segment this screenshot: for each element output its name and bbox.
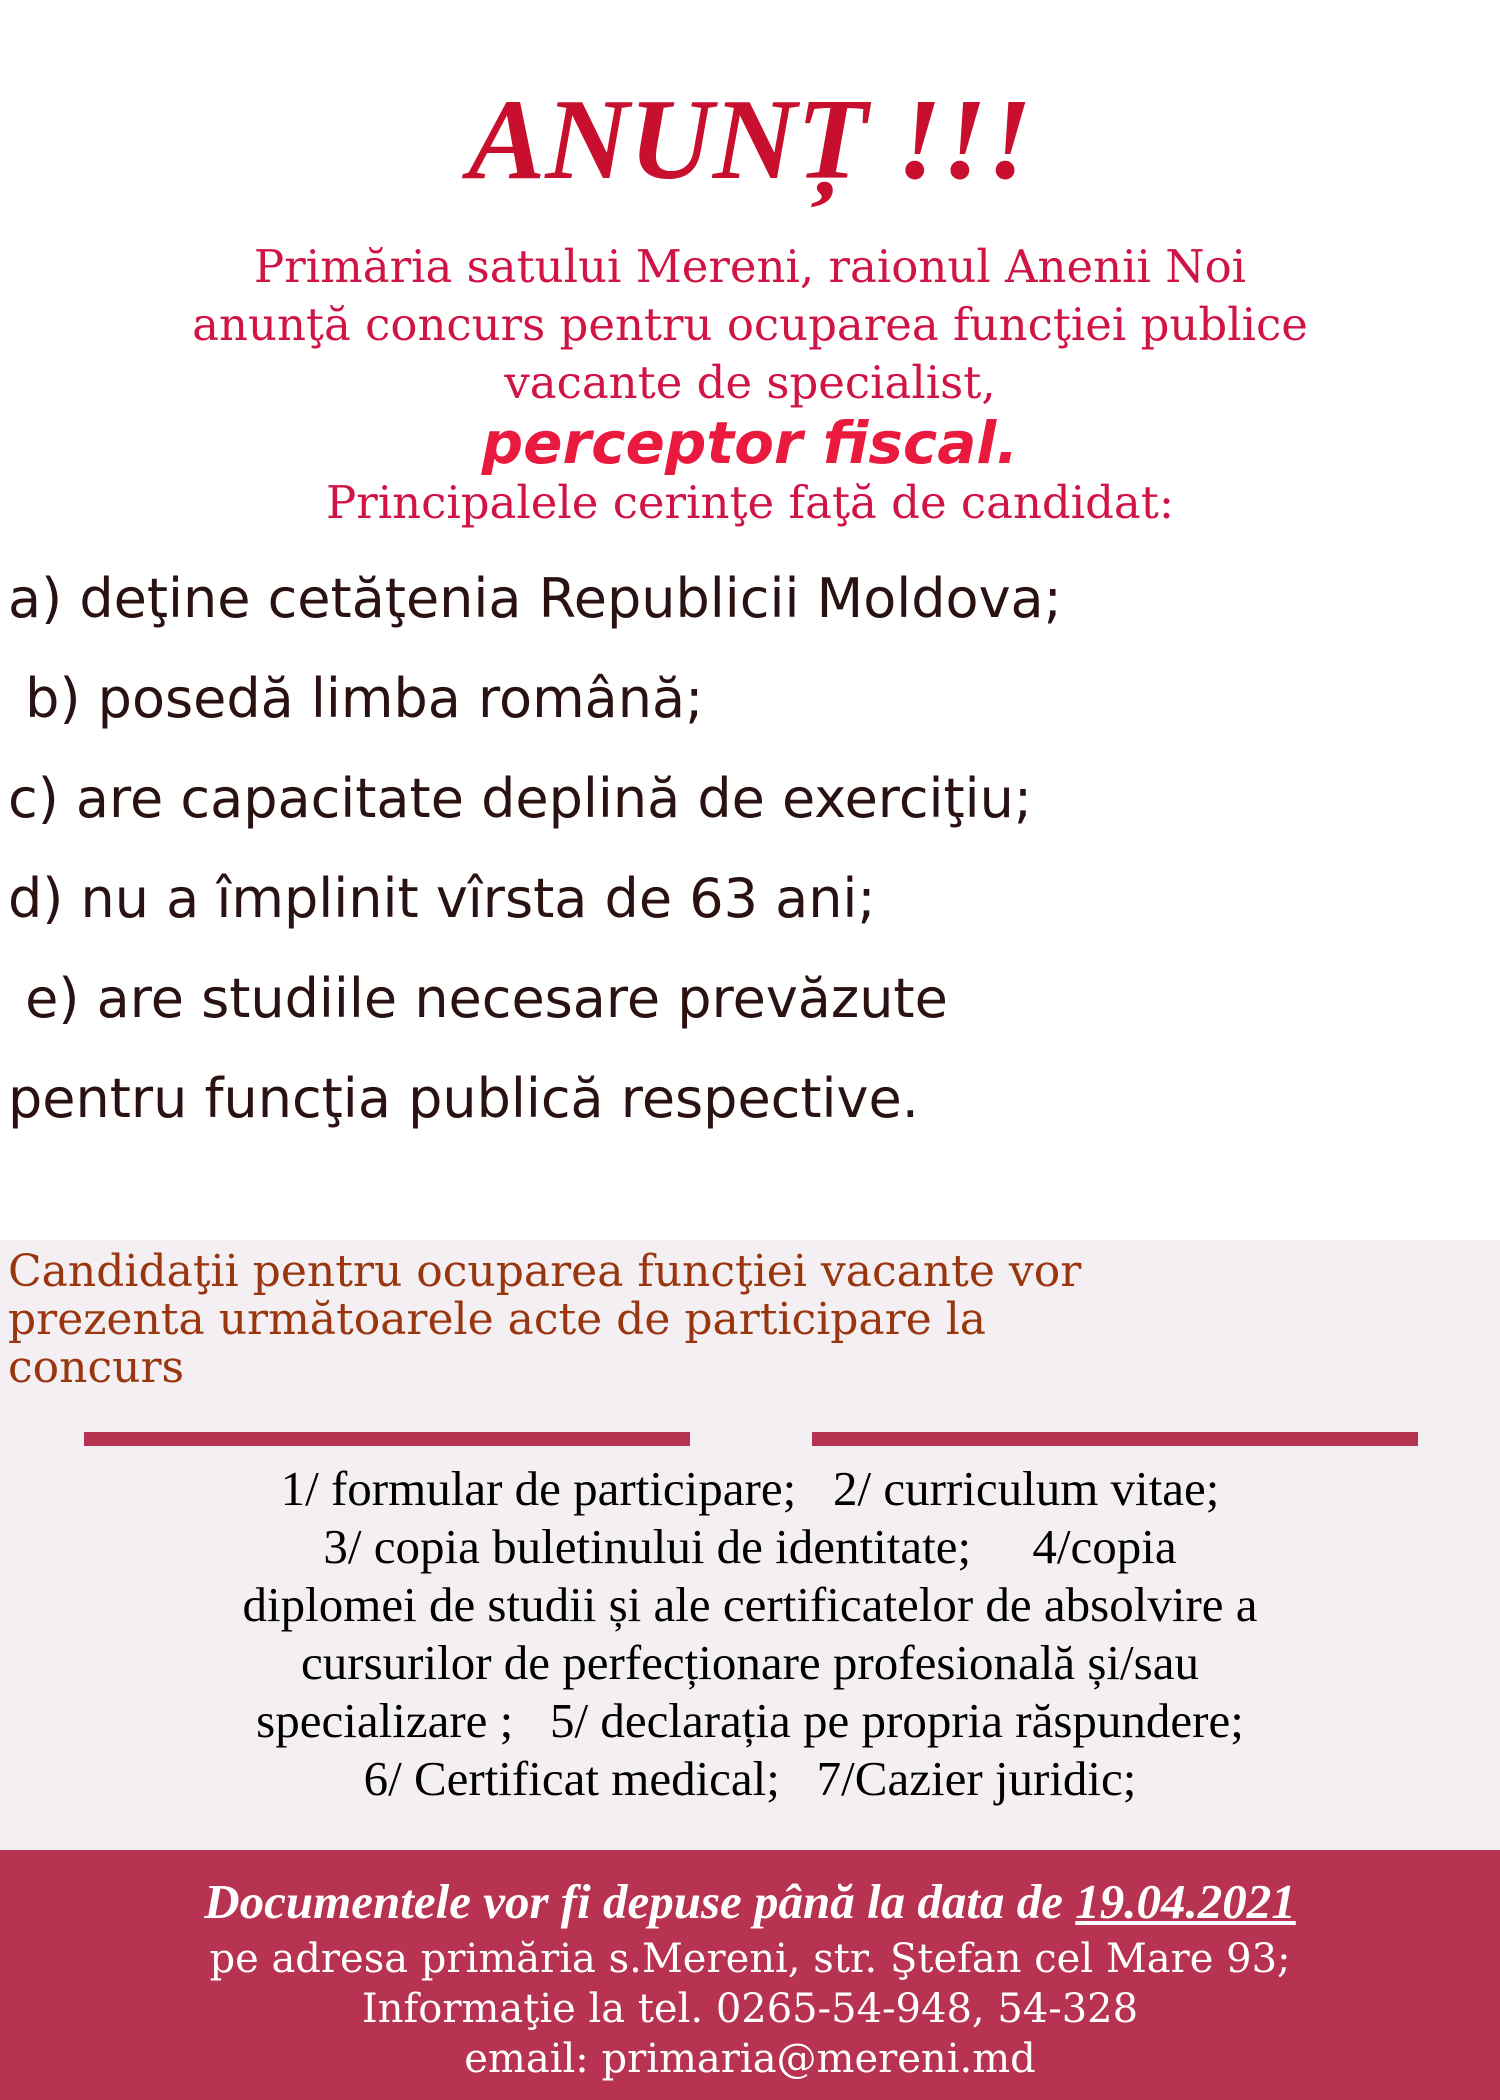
- candidates-line: Candidaţii pentru ocuparea funcţiei vacante vor: [8, 1246, 1082, 1297]
- divider-left: [84, 1432, 690, 1446]
- intro-text: [0, 238, 1500, 412]
- requirement-item: e) are studiile necesare prevăzute: [8, 967, 948, 1030]
- requirement-item: d) nu a împlinit vîrsta de 63 ani;: [8, 867, 876, 930]
- deadline-text: Documentele vor fi depuse până la data de: [204, 1874, 1076, 1929]
- candidates-heading: [8, 1248, 1488, 1392]
- documents-line: cursurilor de perfecționare profesională și/sau: [301, 1635, 1199, 1690]
- documents-line: 3/ copia buletinului de identitate; 4/copia: [323, 1519, 1177, 1574]
- address: pe adresa primăria s.Mereni, str. Ştefan cel Mare 93;: [209, 1936, 1291, 1982]
- requirement-item: pentru funcţia publică respective.: [8, 1067, 919, 1130]
- intro-line: Primăria satului Mereni, raionul Anenii Noi: [253, 240, 1247, 293]
- requirements-heading: Principalele cerinţe faţă de candidat:: [325, 476, 1174, 529]
- deadline-date: 19.04.2021: [1075, 1874, 1296, 1929]
- documents-line: specializare ; 5/ declarația pe propria răspundere;: [256, 1693, 1244, 1748]
- documents-line: 6/ Certificat medical; 7/Cazier juridic;: [363, 1751, 1137, 1806]
- documents-line: 1/ formular de participare; 2/ curriculum vitae;: [280, 1461, 1220, 1516]
- requirement-item: b) posedă limba română;: [8, 667, 704, 730]
- requirement-item: a) deţine cetăţenia Republicii Moldova;: [8, 567, 1062, 630]
- footer-banner: [0, 1850, 1500, 2100]
- documents-list: [0, 1460, 1500, 1808]
- deadline-line: [0, 1874, 1500, 1930]
- candidates-line: concurs: [8, 1342, 185, 1393]
- intro-line: anunţă concurs pentru ocuparea funcţiei publice: [192, 298, 1308, 351]
- documents-line: diplomei de studii și ale certificatelor de absolvire a: [242, 1577, 1258, 1632]
- divider-right: [812, 1432, 1418, 1446]
- phone: Informaţie la tel. 0265-54-948, 54-328: [361, 1986, 1139, 2032]
- position-name: perceptor fiscal.: [481, 409, 1019, 477]
- email: email: primaria@mereni.md: [464, 2036, 1036, 2082]
- intro-line: vacante de specialist,: [504, 356, 996, 409]
- announcement-title: ANUNȚ !!!: [468, 76, 1032, 204]
- candidates-line: prezenta următoarele acte de participare la: [8, 1294, 987, 1345]
- requirement-item: c) are capacitate deplină de exerciţiu;: [8, 767, 1033, 830]
